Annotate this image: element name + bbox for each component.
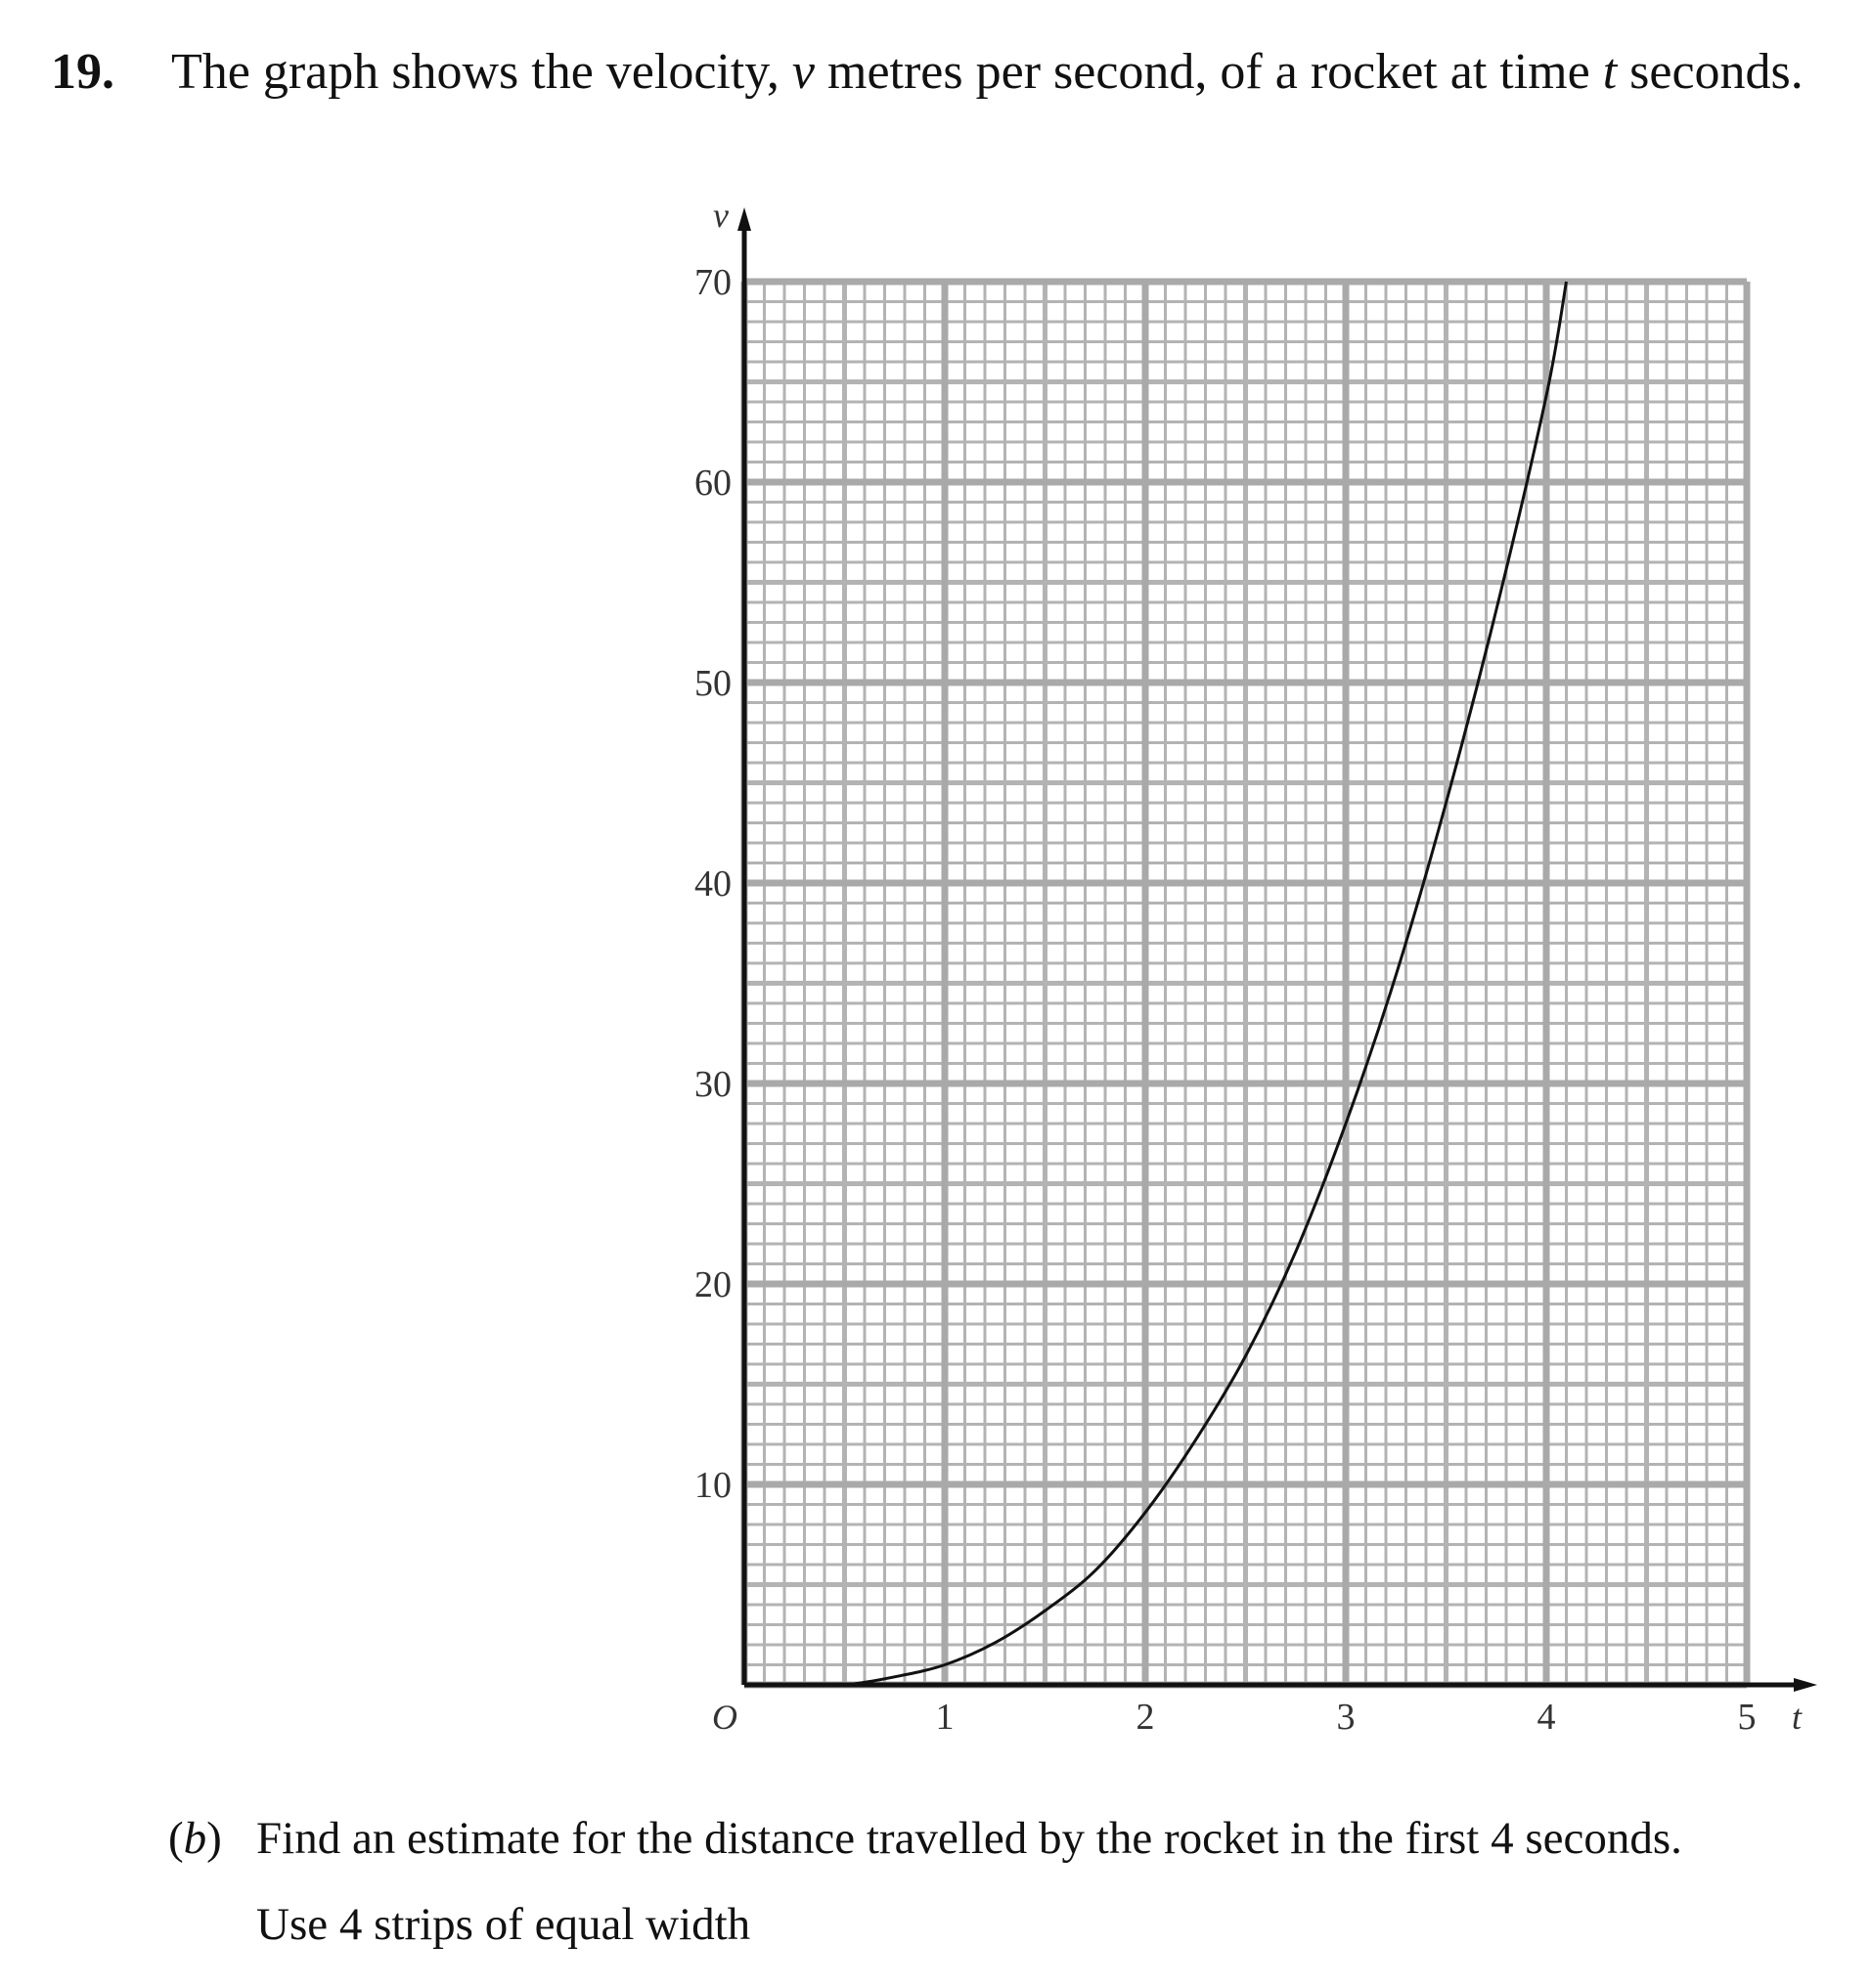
part-b-letter: b — [183, 1813, 207, 1864]
part-b-paren-open: ( — [168, 1813, 184, 1864]
stem-text-2: metres per second, of a rocket at time — [815, 44, 1603, 100]
y-tick-label: 50 — [694, 663, 732, 704]
y-axis-label: v — [713, 196, 729, 235]
stem-variable-v: v — [791, 44, 816, 100]
y-axis-arrow — [737, 207, 751, 231]
x-tick-label: 2 — [1136, 1697, 1155, 1738]
part-b-paren-close: ) — [206, 1813, 222, 1864]
part-b-label — [168, 1812, 222, 1865]
question-number: 19. — [51, 44, 114, 100]
y-tick-label: 20 — [694, 1264, 732, 1305]
origin-label: O — [712, 1698, 737, 1737]
y-tick-label: 10 — [694, 1465, 732, 1506]
y-tick-label: 60 — [694, 463, 732, 504]
y-tick-label: 40 — [694, 863, 732, 905]
stem-variable-t: t — [1602, 44, 1618, 100]
part-b-instruction: Find an estimate for the distance travelled by the rocket in the first 4 seconds. — [256, 1813, 1682, 1864]
x-tick-label: 5 — [1737, 1697, 1757, 1738]
y-tick-label: 70 — [694, 262, 732, 303]
x-tick-label: 1 — [935, 1697, 955, 1738]
x-tick-label: 3 — [1336, 1697, 1356, 1738]
grid-minor-lines — [744, 282, 1747, 1685]
stem-text-1: The graph shows the velocity, — [171, 44, 792, 100]
part-b-strips-instruction: Use 4 strips of equal width — [256, 1899, 751, 1950]
stem-text-3: seconds. — [1617, 44, 1804, 100]
axes — [737, 207, 1817, 1692]
x-tick-label: 4 — [1537, 1697, 1556, 1738]
x-axis-arrow — [1794, 1678, 1817, 1692]
x-axis-label: t — [1792, 1698, 1803, 1737]
y-tick-label: 30 — [694, 1064, 732, 1105]
